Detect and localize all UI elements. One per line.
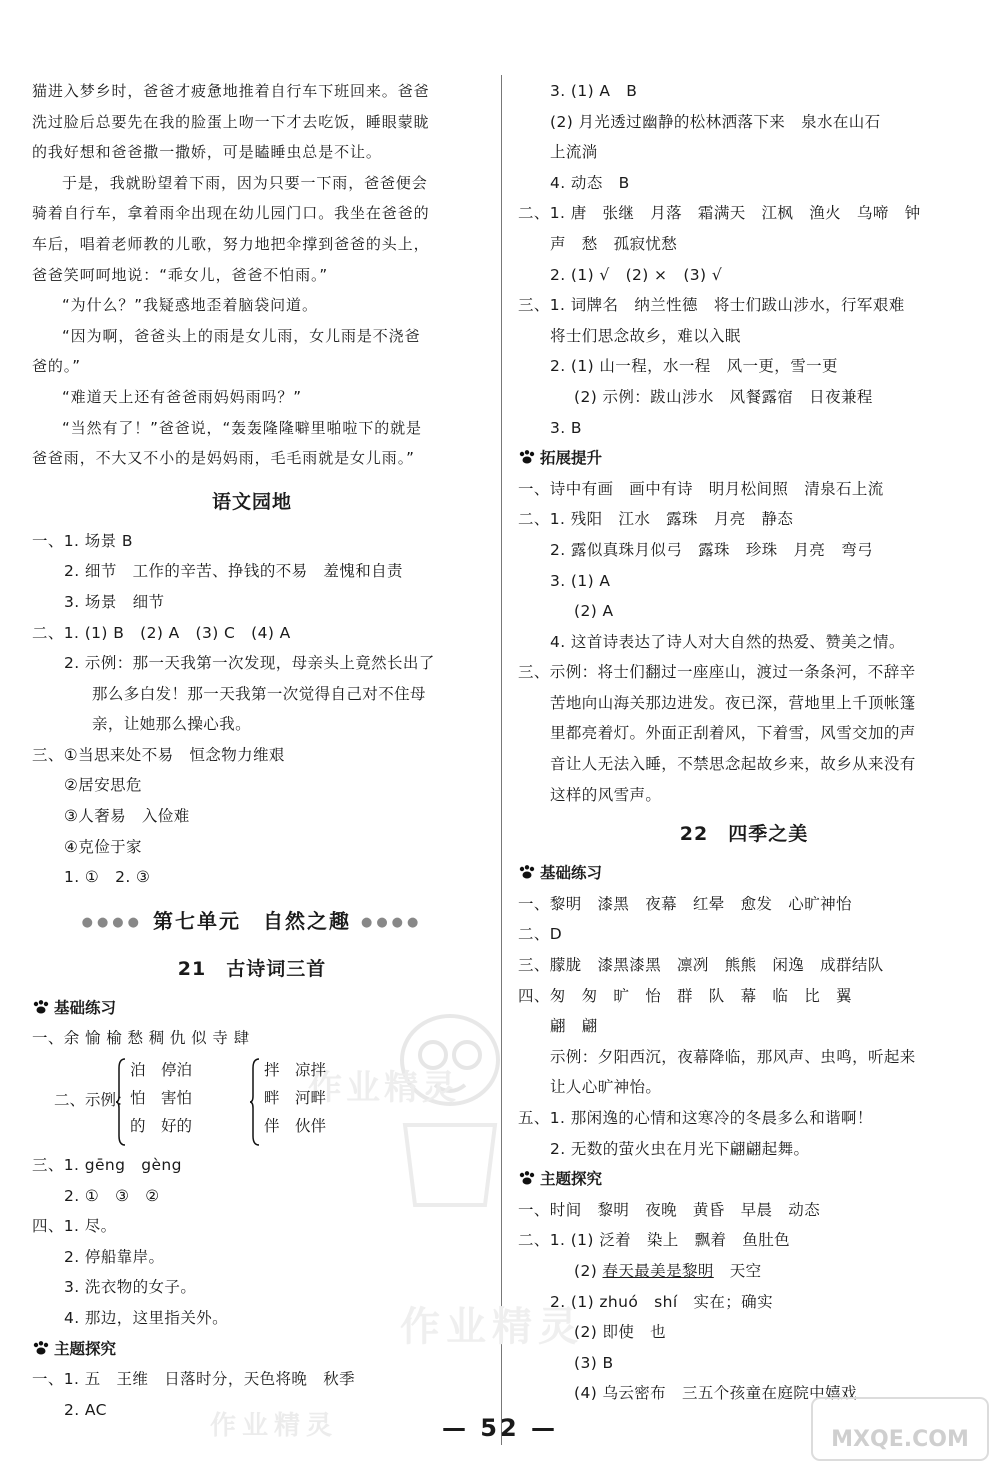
story-passage (32, 76, 472, 474)
column-divider (501, 75, 502, 1445)
answer-line: 二、1. (1) 泛着 染上 飘着 鱼肚色 (518, 1231, 790, 1250)
answer-line: 苦地向山海关那边进发。夜已深，营地里上千顶帐篷 (550, 693, 916, 712)
decor-dots-icon: ●●●● (361, 914, 423, 930)
story-line: 猫进入梦乡时，爸爸才疲惫地推着自行车下班回来。爸爸 (32, 82, 430, 100)
answer-line: (2) 示例：跋山涉水 风餐露宿 日夜兼程 (574, 387, 873, 406)
answer-line: 将士们思念故乡，难以入眠 (550, 326, 741, 345)
answer-line: 2. 细节 工作的辛苦、挣钱的不易 羞愧和自责 (64, 562, 403, 581)
answer-line: 2. (1) 山一程，水一程 风一更，雪一更 (550, 357, 838, 376)
paw-icon (518, 1171, 538, 1185)
section-heading-text: 主题探究 (54, 1339, 117, 1358)
story-line: “因为啊，爸爸头上的雨是女儿雨，女儿雨是不浇爸 (62, 326, 421, 345)
answer-line: 4. 那边，这里指关外。 (64, 1309, 229, 1327)
answer-line: 4. 动态 B (550, 173, 630, 192)
answer-line: (4) 乌云密布 三五个孩童在庭院中嬉戏 (574, 1384, 857, 1403)
answer-line: ②居安思危 (64, 776, 142, 795)
answer-line: 4. 这首诗表达了诗人对大自然的热爱、赞美之情。 (550, 632, 905, 651)
story-line: 爸的。” (32, 357, 81, 376)
paw-icon (518, 865, 538, 879)
brace-icon (116, 1058, 126, 1146)
brace-item: 拌 凉拌 (264, 1061, 327, 1080)
answer-line: 二、D (518, 925, 563, 944)
unit-title-text: 第七单元 自然之趣 (153, 908, 351, 933)
answer-line: 2. ① ③ ② (64, 1186, 160, 1205)
story-line: 爸爸笑呵呵地说：“乖女儿，爸爸不怕雨。” (32, 265, 329, 284)
page-number: — 52 — (441, 1414, 559, 1442)
section-heading-jichu (32, 993, 472, 1024)
answer-line: 1. ① 2. ③ (64, 868, 151, 887)
brace-icon (250, 1058, 260, 1146)
stamp-watermark: 作业精灵 (210, 1411, 339, 1441)
answer-line: 这样的风雪声。 (550, 785, 662, 804)
story-line: 的我好想和爸爸撒一撒娇，可是瞌睡虫总是不让。 (32, 143, 382, 162)
stamp-watermark: 作业精灵 (400, 1304, 584, 1350)
answer-line: 2. (1) √ (2) × (3) √ (550, 265, 723, 284)
answer-line: 2. 无数的萤火虫在月光下翩翩起舞。 (550, 1139, 810, 1158)
paw-icon (32, 1341, 52, 1355)
answer-line: 四、匆 匆 旷 怡 群 队 幕 临 比 翼 (518, 986, 852, 1005)
yuwen-answers (32, 526, 472, 893)
answer-line: 一、1. 五 王维 日落时分，天色将晚 秋季 (32, 1370, 356, 1389)
answer-line: (3) B (574, 1353, 614, 1372)
brace-item: 伴 伙伴 (264, 1117, 327, 1136)
answer-line: 上流淌 (550, 143, 598, 162)
answer-line: 五、1. 那闲逸的心情和这寒冷的冬晨多么和谐啊！ (518, 1109, 873, 1127)
svg-text:MXQE.COM: MXQE.COM (831, 1427, 969, 1452)
answer-line: 3. (1) A B (550, 82, 638, 100)
answer-line: ④克俭于家 (64, 837, 142, 856)
lesson-title-21: 21 古诗词三首 (177, 957, 327, 980)
paw-icon (518, 450, 538, 464)
answer-line: 三、示例：将士们翻过一座座山，渡过一条条河，不辞辛 (518, 663, 916, 682)
story-line: 骑着自行车，拿着雨伞出现在幼儿园门口。我坐在爸爸的 (32, 204, 430, 223)
answer-line: 示例：夕阳西沉，夜幕降临，那风声、虫鸣，听起来 (550, 1047, 916, 1066)
answer-line: (2) 月光透过幽静的松林洒落下来 泉水在山石 (550, 112, 881, 131)
answer-line: 那么多白发！那一天我第一次觉得自己对不住母 (92, 684, 426, 703)
lesson-title-22: 22 四季之美 (679, 823, 809, 846)
brace-item: 的 好的 (130, 1117, 193, 1136)
decor-dots-icon: ●●●● (81, 914, 143, 930)
answer-line: 二、1. 残阳 江水 露珠 月亮 静态 (518, 510, 794, 529)
right-column (518, 76, 970, 1409)
answer-line: 一、诗中有画 画中有诗 明月松间照 清泉石上流 (518, 479, 884, 498)
story-line: 爸爸雨，不大又不小的是妈妈雨，毛毛雨就是女儿雨。” (32, 449, 415, 468)
answer-line: 二、1. (1) B (2) A (3) C (4) A (32, 623, 291, 642)
answer-line: 音让人无法入睡，不禁思念起故乡来，故乡从来没有 (550, 755, 916, 774)
answer-line: 2. AC (64, 1400, 107, 1419)
answer-line: 亲，让她那么操心我。 (92, 715, 252, 734)
story-line: “为什么？”我疑惑地歪着脑袋问道。 (62, 296, 318, 315)
brace-item: 怕 害怕 (130, 1089, 193, 1108)
answer-line: 三、1. gēng gèng (32, 1156, 182, 1175)
answer-line: 2. 露似真珠月似弓 露珠 珍珠 月亮 弯弓 (550, 540, 874, 559)
brace-column-left (130, 1056, 192, 1140)
answer-line: (2) 即使 也 (574, 1323, 667, 1342)
answer-line: 三、1. 词牌名 纳兰性德 将士们跋山涉水，行军艰难 (518, 296, 905, 315)
story-line: 车后，唱着老师教的儿歌，努力地把伞撑到爸爸的头上， (32, 234, 430, 253)
answer-line: 翩 翩 (550, 1017, 598, 1036)
section-title-yuwen: 语文园地 (211, 490, 292, 513)
unit-title (32, 897, 472, 945)
section-heading-text: 主题探究 (540, 1170, 603, 1189)
brace-label: 二、示例： (54, 1091, 132, 1110)
section-heading-text: 基础练习 (54, 998, 117, 1017)
answer-line: 3. 场景 细节 (64, 592, 165, 611)
answer-line: 2. (1) zhuó shí 实在；确实 (550, 1292, 773, 1311)
paw-icon (32, 1000, 52, 1014)
mxqe-logo-icon (810, 1394, 990, 1464)
answer-line: 二、1. 唐 张继 月落 霜满天 江枫 渔火 乌啼 钟 (518, 204, 921, 223)
brace-item: 畔 河畔 (264, 1089, 327, 1108)
answer-line: 3. 洗衣物的女子。 (64, 1278, 197, 1297)
brace-group (32, 1054, 472, 1150)
story-line: “当然有了！”爸爸说，“轰轰隆隆噼里啪啦下的就是 (62, 418, 422, 437)
answer-line: 3. (1) A (550, 571, 611, 590)
answer-line: 一、黎明 漆黑 夜幕 红晕 愈发 心旷神怡 (518, 894, 852, 913)
section-heading-text: 基础练习 (540, 864, 603, 883)
answer-line: 三、朦胧 漆黑漆黑 凛冽 熊熊 闲逸 成群结队 (518, 956, 884, 975)
story-line: 于是，我就盼望着下雨，因为只要一下雨，爸爸便会 (62, 173, 428, 192)
answer-line: 里都亮着灯。外面正刮着风，下着雪，风雪交加的声 (550, 724, 916, 743)
section-heading-zhuti (518, 1164, 970, 1195)
answer-line: 四、1. 尽。 (32, 1217, 117, 1236)
answer-line: 3. B (550, 418, 582, 437)
section-heading-text: 拓展提升 (540, 449, 603, 468)
answer-line: 三、①当思来处不易 恒念物力维艰 (32, 745, 285, 764)
answer-line: (2) A (574, 602, 614, 621)
brace-column-right (264, 1056, 326, 1140)
answer-line: 一、余 愉 榆 愁 稠 仇 似 寺 肆 (32, 1029, 250, 1048)
story-line: “难道天上还有爸爸雨妈妈雨吗？” (62, 387, 302, 406)
left-column (32, 76, 472, 1425)
answer-line: 2. 停船靠岸。 (64, 1247, 165, 1266)
underlined-answer: 春天最美是黎明 (602, 1261, 714, 1280)
answer-line: 让人心旷神怡。 (550, 1078, 662, 1097)
answer-line: (2) 春天最美是黎明 天空 (574, 1261, 762, 1280)
answer-line: 声 愁 孤寂忧愁 (550, 234, 678, 253)
answer-line: 一、1. 场景 B (32, 531, 133, 550)
answer-text: 天空 (729, 1261, 762, 1280)
stamp-watermark: 作业精灵 (308, 1068, 460, 1108)
section-heading-tuozhan (518, 443, 970, 474)
brace-item: 泊 停泊 (130, 1061, 193, 1080)
section-heading-jichu (518, 858, 970, 889)
answer-line: 2. 示例：那一天我第一次发现，母亲头上竟然长出了 (64, 654, 435, 673)
answer-line: 一、时间 黎明 夜晚 黄昏 早晨 动态 (518, 1200, 821, 1219)
section-heading-zhuti (32, 1334, 472, 1365)
story-line: 洗过脸后总要先在我的脸蛋上吻一下才去吃饭，睡眼蒙眬 (32, 112, 430, 131)
answer-line: ③人奢易 入俭难 (64, 807, 190, 826)
